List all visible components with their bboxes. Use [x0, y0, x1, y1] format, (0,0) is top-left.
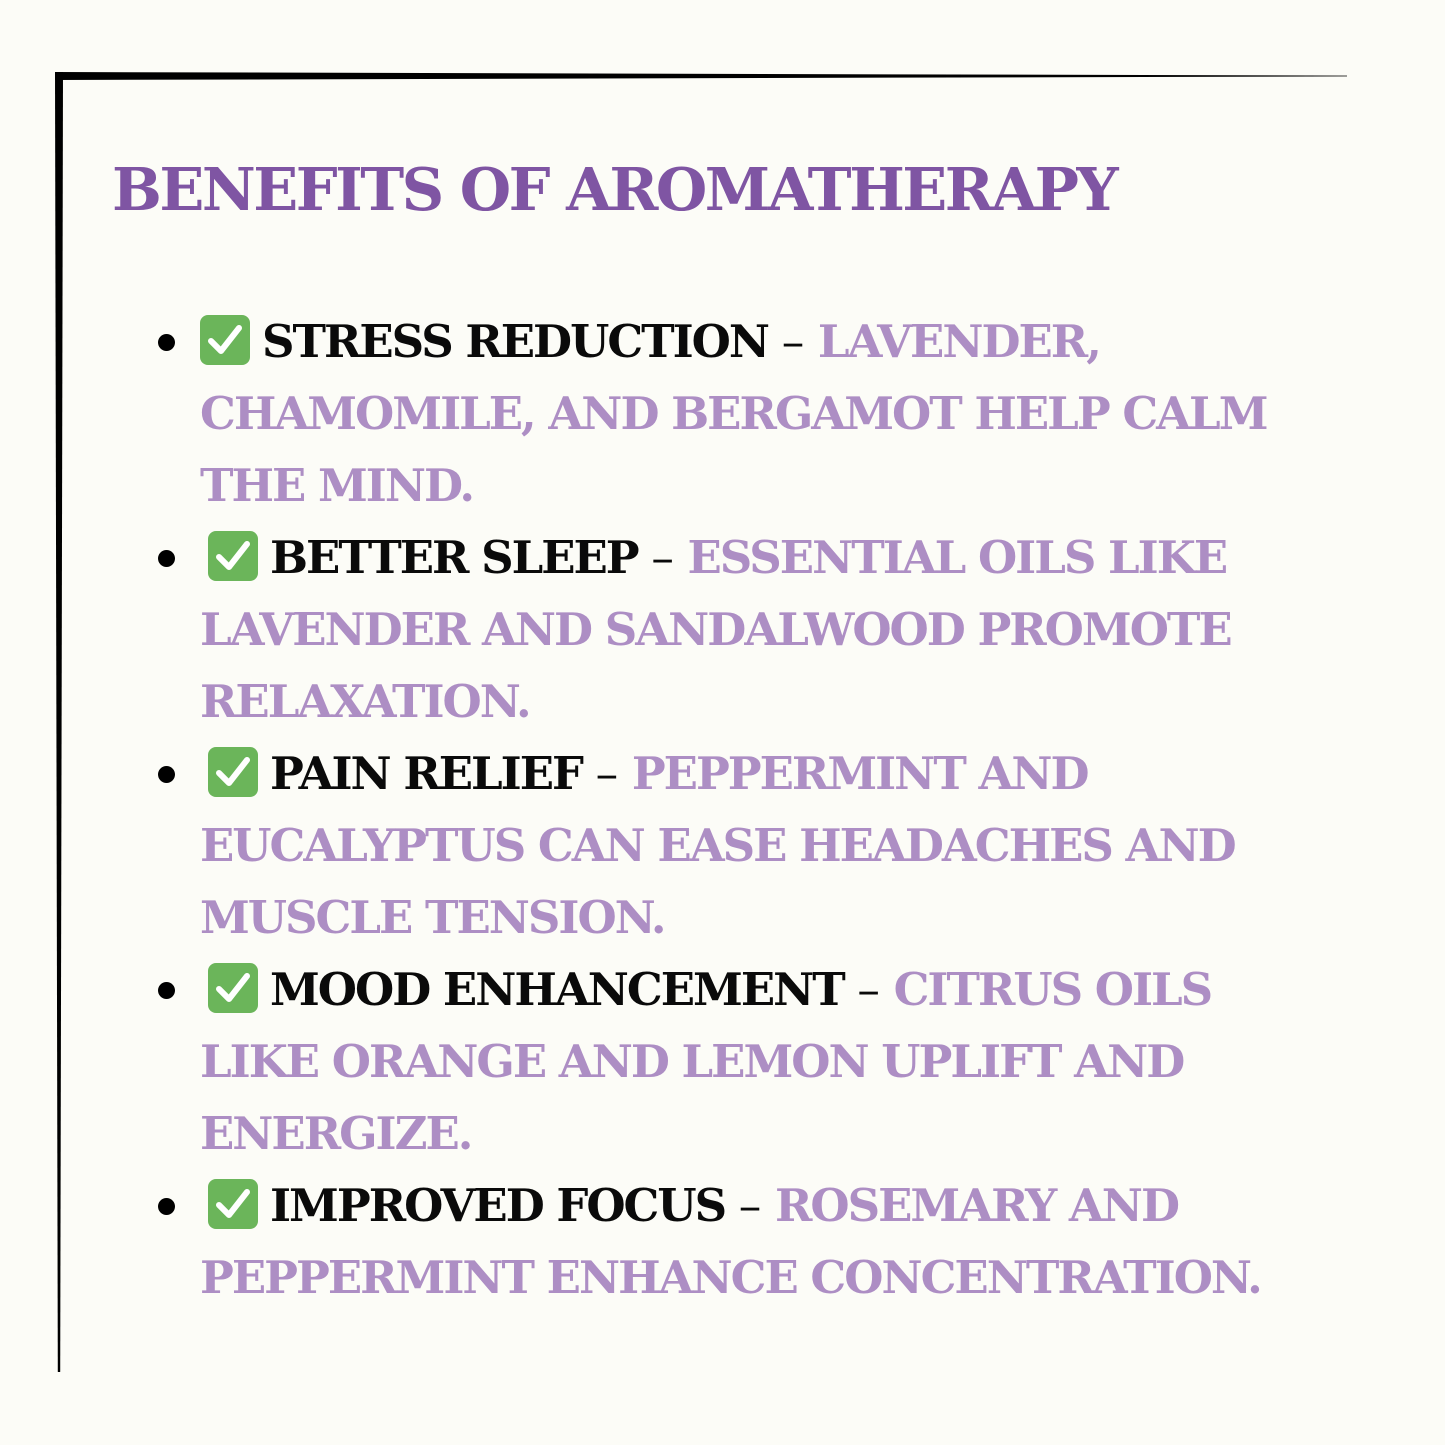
bullet-icon [158, 982, 175, 999]
list-item [200, 522, 1280, 738]
check-mark-icon [208, 1179, 258, 1229]
check-mark-icon [208, 747, 258, 797]
benefit-separator: – [857, 963, 880, 1016]
benefit-separator: – [781, 315, 805, 368]
benefit-name: PAIN RELIEF [270, 747, 582, 800]
frame-left-border [55, 72, 63, 1372]
benefit-description: LAVENDER, CHAMOMILE, AND BERGAMOT HELP CALM THE MIND. [200, 315, 1267, 512]
bullet-icon [158, 1198, 175, 1215]
bullet-icon [158, 550, 175, 567]
benefit-name: BETTER SLEEP [270, 531, 638, 584]
frame-top-border [55, 72, 1347, 80]
check-mark-icon [200, 315, 250, 365]
benefit-description: ESSENTIAL OILS LIKE LAVENDER AND SANDALWOOD PROMOTE RELAXATION. [200, 531, 1231, 728]
bullet-icon [158, 766, 175, 783]
benefit-separator: – [738, 1179, 762, 1232]
check-mark-icon [208, 963, 258, 1013]
benefit-name: MOOD ENHANCEMENT [270, 963, 844, 1016]
list-item [200, 306, 1280, 522]
benefit-description: PEPPERMINT AND EUCALYPTUS CAN EASE HEADACHES AND MUSCLE TENSION. [200, 747, 1235, 944]
list-item [200, 738, 1280, 954]
benefit-separator: – [595, 747, 619, 800]
list-item [200, 954, 1280, 1170]
list-item [200, 1170, 1280, 1314]
benefit-name: STRESS REDUCTION [262, 315, 769, 368]
benefit-description: CITRUS OILS LIKE ORANGE AND LEMON UPLIFT AND ENERGIZE. [200, 963, 1212, 1160]
check-mark-icon [208, 531, 258, 581]
benefit-name: IMPROVED FOCUS [270, 1179, 726, 1232]
benefit-description: ROSEMARY AND PEPPERMINT ENHANCE CONCENTRATION. [200, 1179, 1261, 1304]
benefits-list [200, 306, 1280, 1314]
page-title: BENEFITS OF AROMATHERAPY [112, 155, 1117, 224]
benefit-separator: – [651, 531, 674, 584]
bullet-icon [158, 334, 175, 351]
